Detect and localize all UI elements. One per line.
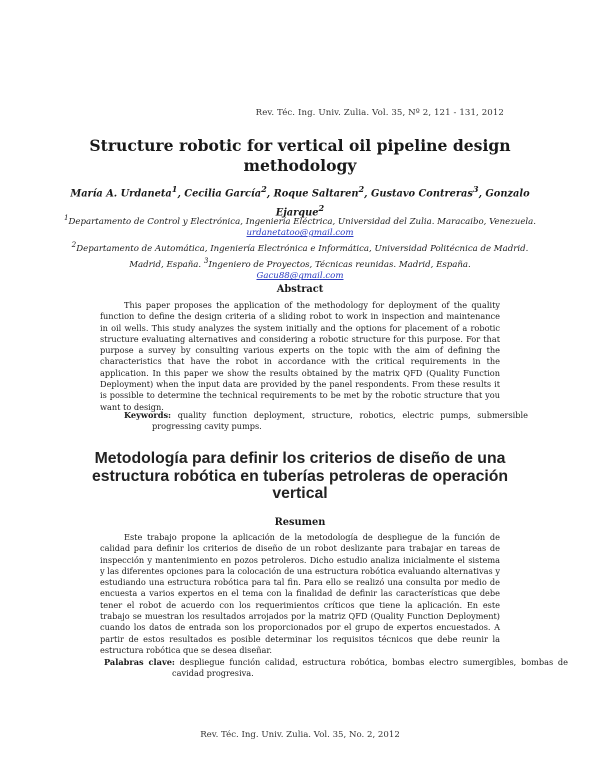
affiliation-text: Departamento de Automática, Ingeniería Electrónica e Informática, Universidad Politécnica de Madrid. Madrid, España. bbox=[76, 244, 529, 271]
affil-number: 3 bbox=[203, 256, 209, 266]
palabras-clave-label: Palabras clave: bbox=[104, 657, 175, 667]
resumen-heading: Resumen bbox=[274, 517, 326, 528]
paper-title: Structure robotic for vertical oil pipeline design methodology bbox=[89, 136, 511, 175]
author-list: María A. Urdaneta$^1$, Cecilia García$^2$, Roque Saltaren$^2$, Gustavo Contreras$^3$, Gonzalo Ejarque$^2$ bbox=[70, 184, 530, 219]
affil-number: 1 bbox=[63, 213, 69, 222]
author-name: Roque Saltaren bbox=[273, 188, 359, 200]
author-name: Gonzalo Ejarque bbox=[275, 188, 530, 219]
author-affil-mark: 2 bbox=[318, 203, 325, 214]
email-link[interactable]: Gacu88@gmail.com bbox=[256, 271, 344, 282]
abstract-body: This paper proposes the application of the methodology for deployment of the quality function to define the design criteria of a sliding robot to work in inspection and maintenance in oil wells. This study analyzes the system initially and the options for placement of a robotic structure evaluating alternatives and considering a robotic structure for this purpose. For that purpose a survey by consulting various experts on the topic with the aim of defining the characteristics that have the robot in accordance with the critical requirements in the application. In this paper we show the results obtained by the matrix QFD (Quality Function Deployment) when the input data are provided by the panel respondents. From these results it is possible to determine the technical requirements to be met by the robotic structure that you want to design. bbox=[100, 300, 500, 412]
author-affil-mark: 1 bbox=[171, 184, 178, 194]
affil-number: 2 bbox=[71, 240, 77, 250]
affiliation-text: Ingeniero de Proyectos, Técnicas reunidas. Madrid, España. bbox=[208, 260, 471, 271]
author-affil-mark: 2 bbox=[261, 184, 267, 194]
journal-header: Rev. Téc. Ing. Univ. Zulia. Vol. 35, Nº 2, 121 - 131, 2012 bbox=[255, 108, 504, 118]
keywords bbox=[124, 410, 528, 433]
journal-footer: Rev. Téc. Ing. Univ. Zulia. Vol. 35, No. 2, 2012 bbox=[200, 730, 400, 740]
palabras-clave bbox=[104, 657, 568, 680]
author-affil-mark: 3 bbox=[472, 184, 479, 194]
author-name: Cecilia García bbox=[184, 188, 262, 200]
author-affil-mark: 2 bbox=[358, 184, 365, 194]
author-name: María A. Urdaneta bbox=[70, 188, 172, 200]
abstract-heading: Abstract bbox=[276, 284, 324, 295]
keywords-text: quality function deployment, structure, robotics, electric pumps, submersible progressing cavity pumps. bbox=[152, 410, 528, 432]
affiliations bbox=[60, 212, 540, 283]
email-link[interactable]: urdanetatoo@gmail.com bbox=[246, 228, 354, 239]
keywords-label: Keywords: bbox=[124, 410, 172, 420]
spanish-title: Metodología para definir los criterios de diseño de una estructura robótica en tuberías petroleras de operación vertical bbox=[91, 450, 509, 502]
author-name: Gustavo Contreras bbox=[370, 188, 473, 200]
palabras-clave-text: despliegue función calidad, estructura robótica, bombas electro sumergibles, bombas de cavidad progresiva. bbox=[172, 657, 568, 679]
resumen-body: Este trabajo propone la aplicación de la metodología de despliegue de la función de calidad para definir los criterios de diseño de un robot deslizante para trabajar en tareas de inspección y mantenimiento en pozos petroleros. Dicho estudio analiza inicialmente el sistema y las diferentes opciones para la colocación de una estructura robótica evaluando alternativas y estudiando una estructura robótica para tal fin. Para ello se realizó una consulta por medio de encuesta a varios expertos en el tema con la finalidad de definir las características que debe tener el robot de acuerdo con los requerimientos críticos que tiene la aplicación. En este trabajo se muestran los resultados arrojados por la matriz QFD (Quality Function Deployment) cuando los datos de entrada son los proporcionados por el grupo de expertos encuestados. A partir de estos resultados es posible determinar los requisitos técnicos que debe reunir la estructura robótica que se desea diseñar. bbox=[100, 532, 500, 655]
affiliation-text: Departamento de Control y Electrónica, Ingeniería Eléctrica, Universidad del Zulia. Maracaibo, Venezuela. bbox=[68, 216, 537, 227]
